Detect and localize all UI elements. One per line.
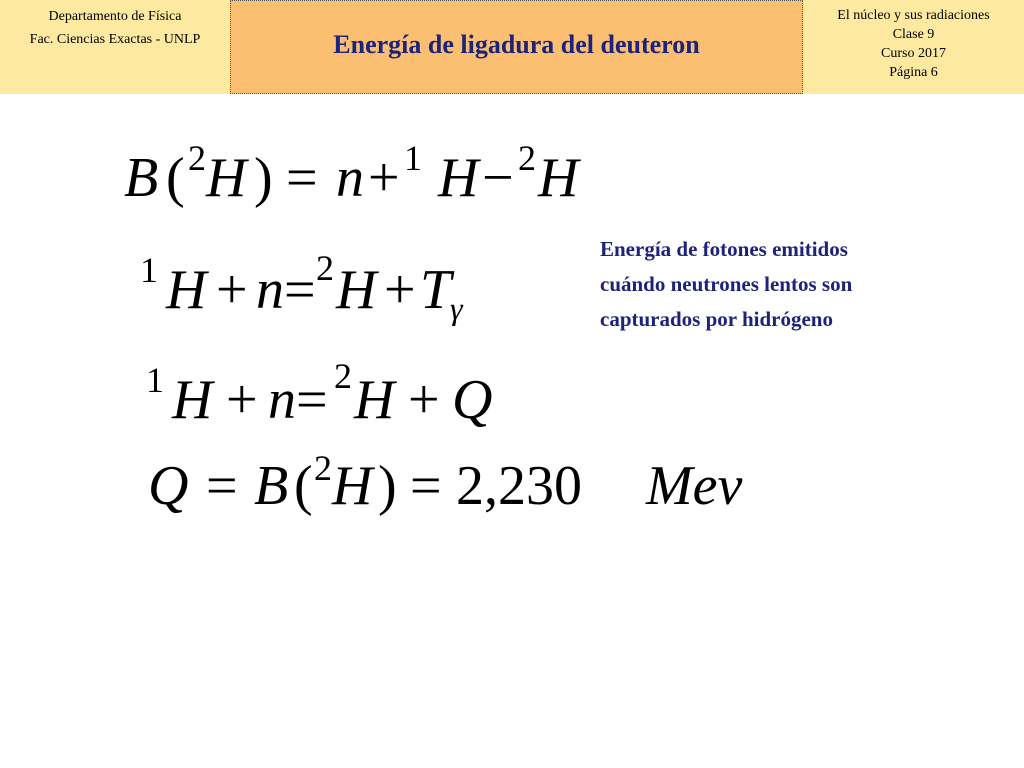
eq1-plus: + xyxy=(368,147,400,209)
eq4-symbol-B: B xyxy=(254,455,289,517)
eq3-equals: = xyxy=(296,369,328,431)
eq3-superscript-1: 1 xyxy=(146,360,164,400)
course-name-label: El núcleo y sus radiaciones xyxy=(837,8,990,23)
photon-energy-note xyxy=(600,232,980,337)
eq1-superscript-1: 1 xyxy=(404,138,422,178)
eq3-plus2: + xyxy=(408,369,440,431)
eq3-symbol-Q: Q xyxy=(452,369,493,431)
eq2-plus: + xyxy=(216,259,248,321)
faculty-label: Fac. Ciencias Exactas - UNLP xyxy=(29,32,201,47)
eq2-plus2: + xyxy=(384,259,416,321)
eq2-symbol-T: T xyxy=(420,259,452,321)
page-number-label: Página 6 xyxy=(889,65,938,80)
note-line-1: Energía de fotones emitidos xyxy=(600,237,848,261)
eq2-equals: = xyxy=(284,259,316,321)
eq1-symbol-H: H xyxy=(206,147,247,209)
eq1-symbol-n: n xyxy=(336,147,364,209)
eq2-symbol-H: H xyxy=(166,259,207,321)
eq1-symbol-B: B xyxy=(124,147,159,209)
note-line-3: capturados por hidrógeno xyxy=(600,307,833,331)
eq4-equals2: = xyxy=(410,455,442,517)
eq3-superscript-2: 2 xyxy=(334,356,352,396)
eq4-equals: = xyxy=(206,455,238,517)
class-number-label: Clase 9 xyxy=(892,27,935,42)
eq4-superscript-2: 2 xyxy=(314,448,332,488)
eq3-plus: + xyxy=(226,369,258,431)
eq2-superscript-2: 2 xyxy=(316,248,334,288)
eq1-equals: = xyxy=(286,147,318,209)
course-year-label: Curso 2017 xyxy=(881,46,946,61)
eq4-paren-close: ) xyxy=(378,455,397,517)
eq4-symbol-H: H xyxy=(332,455,373,517)
eq2-superscript-1: 1 xyxy=(140,250,158,290)
department-label: Departamento de Física xyxy=(48,9,182,24)
eq4-symbol-Q: Q xyxy=(148,455,189,517)
slide-title: Energía de ligadura del deuteron xyxy=(333,30,700,59)
eq1-superscript-2b: 2 xyxy=(518,138,536,178)
header-title-box xyxy=(230,0,803,94)
eq1-paren-close: ) xyxy=(254,147,273,209)
eq2-symbol-H2: H xyxy=(336,259,377,321)
eq1-symbol-H3: H xyxy=(538,147,579,209)
eq2-symbol-n: n xyxy=(256,259,284,321)
eq4-value: 2,230 xyxy=(456,455,582,517)
eq1-superscript-2: 2 xyxy=(188,138,206,178)
eq1-minus: − xyxy=(482,147,514,209)
eq1-symbol-H2: H xyxy=(438,147,479,209)
eq3-symbol-H2: H xyxy=(354,369,395,431)
header-left-box xyxy=(0,0,230,94)
eq2-subscript-gamma: γ xyxy=(450,290,463,326)
eq3-symbol-H: H xyxy=(172,369,213,431)
header-right-box xyxy=(803,0,1024,94)
eq1-paren-open: ( xyxy=(166,147,185,209)
eq3-symbol-n: n xyxy=(268,369,296,431)
eq4-paren-open: ( xyxy=(294,455,313,517)
eq4-unit: Mev xyxy=(646,455,743,517)
note-line-2: cuándo neutrones lentos son xyxy=(600,272,853,296)
